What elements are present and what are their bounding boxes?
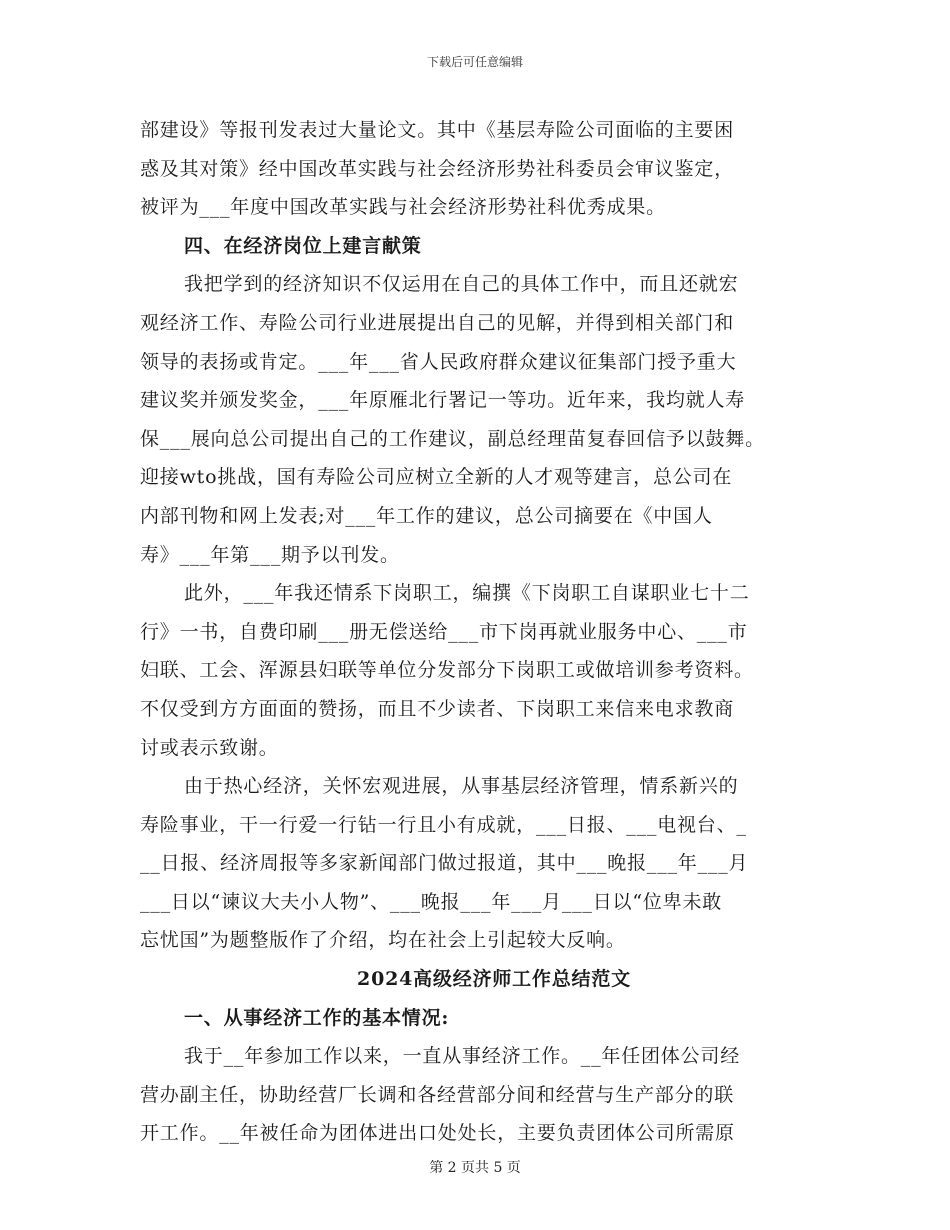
body-line: 保___展向总公司提出自己的工作建议，副总经理苗复春回信予以鼓舞。 [140, 427, 765, 450]
body-line: 行》一书，自费印刷___册无偿送给___市下岗再就业服务中心、___市 [140, 620, 748, 643]
body-line: ___日以“谏议大夫小人物”、___晚报___年___月___日以“位卑未敢 [140, 890, 723, 913]
section-heading: 四、在经济岗位上建言献策 [184, 234, 422, 257]
page-footer: 第 2 页共 5 页 [429, 1160, 521, 1176]
body-line: 部建设》等报刊发表过大量论文。其中《基层寿险公司面临的主要困 [140, 119, 735, 141]
body-line: 寿险事业，干一行爱一行钻一行且小有成就，___日报、___电视台、_ [140, 813, 747, 836]
page-header: 下载后可任意编辑 [426, 55, 523, 69]
body-line: 不仅受到方方面面的赞扬，而且不少读者、下岗职工来信来电求教商 [140, 697, 735, 720]
body-line: 讨或表示致谢。 [140, 736, 279, 759]
body-line: 惑及其对策》经中国改革实践与社会经济形势社科委员会审议鉴定， [140, 157, 735, 180]
document-body [140, 111, 818, 1153]
body-line: 忘忧国”为题整版作了介绍，均在社会上引起较大反响。 [140, 929, 626, 952]
body-line: 由于热心经济，关怀宏观进展，从事基层经济管理，情系新兴的 [184, 775, 739, 798]
body-line: 被评为___年度中国改革实践与社会经济形势社科优秀成果。 [140, 196, 666, 219]
section-heading: 一、从事经济工作的基本情况: [184, 1006, 450, 1029]
body-line: 营办副主任，协助经营厂长调和各经营部分间和经营与生产部分的联 [140, 1083, 735, 1106]
body-line: 建议奖并颁发奖金，___年原雁北行署记一等功。近年来，我均就人寿 [140, 389, 746, 412]
body-line: 领导的表扬或肯定。___年___省人民政府群众建议征集部门授予重大 [140, 350, 737, 373]
body-line: 开工作。__年被任命为团体进出口处处长，主要负责团体公司所需原 [140, 1122, 735, 1145]
body-line: 观经济工作、寿险公司行业进展提出自己的见解，并得到相关部门和 [140, 311, 735, 334]
body-line: 寿》___年第___期予以刊发。 [140, 543, 400, 566]
document-title: 2024高级经济师工作总结范文 [357, 968, 631, 991]
body-line: 迎接wto挑战，国有寿险公司应树立全新的人才观等建言，总公司在 [140, 466, 733, 489]
body-line: 妇联、工会、浑源县妇联等单位分发部分下岗职工或做培训参考资料。 [140, 659, 754, 682]
body-line: 我于__年参加工作以来，一直从事经济工作。__年任团体公司经 [184, 1045, 741, 1068]
body-line: __日报、经济周报等多家新闻部门做过报道，其中___晚报___年___月 [140, 852, 749, 875]
body-line: 内部刊物和网上发表;对___年工作的建议，总公司摘要在《中国人 [140, 504, 713, 527]
body-line: 此外，___年我还情系下岗职工，编撰《下岗职工自谋职业七十二 [184, 582, 750, 605]
body-line: 我把学到的经济知识不仅运用在自己的具体工作中，而且还就宏 [184, 273, 739, 296]
